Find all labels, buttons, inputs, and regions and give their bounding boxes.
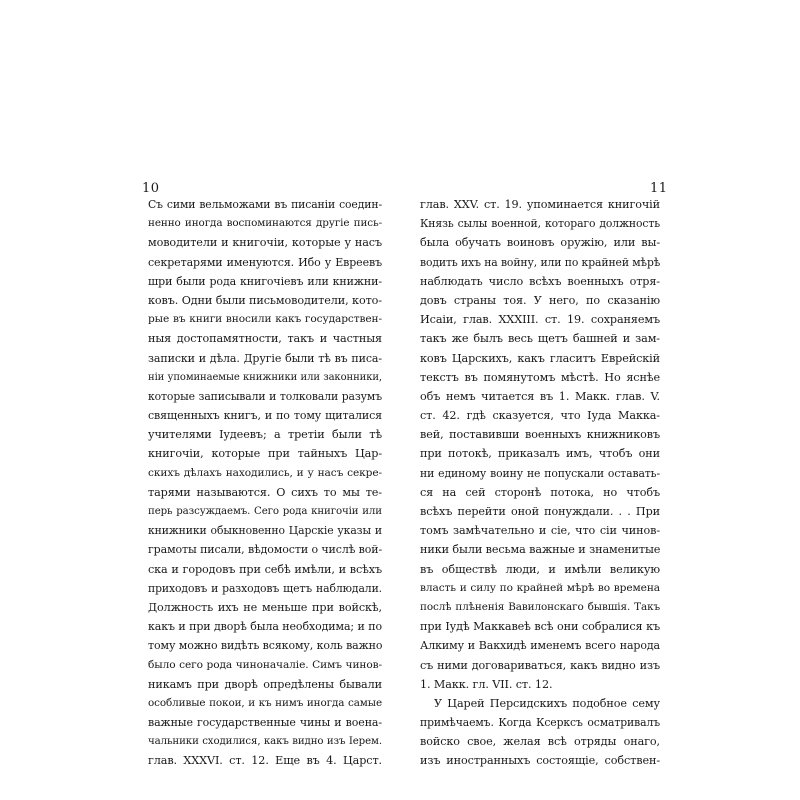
text-line: чальники сходилися, какъ видно изъ Іерем. — [148, 736, 382, 748]
text-line: приходовъ и разходовъ щетъ наблюдали. — [148, 581, 382, 595]
text-line: текстъ въ помянутомъ мѣстѣ. Но яснѣе — [420, 370, 660, 384]
right-page-text — [420, 195, 660, 771]
text-line: секретарями именуются. Ибо у Евреевъ — [148, 255, 382, 269]
text-line: 1. Макк. гл. VII. ст. 12. — [420, 677, 553, 691]
text-line: тому можно видѣть всякому, коль важно — [148, 639, 383, 653]
text-line: ники были весьма важные и знаменитые — [420, 543, 661, 557]
text-line: наблюдать число всѣхъ военныхъ отря- — [420, 274, 660, 288]
text-line: ся на сей сторонѣ потока, но чтобъ — [420, 485, 660, 499]
text-line: послѣ плѣненія Вавилонскаго бывшія. Такъ — [420, 600, 660, 613]
text-line: рые въ книги вносили какъ государствен- — [148, 313, 382, 326]
text-line: власть и силу по крайней мѣрѣ во времена — [420, 581, 660, 594]
text-line: при потокѣ, приказалъ имъ, чтобъ они — [420, 447, 660, 461]
text-line: томъ замѣчательно и сіе, что сіи чинов- — [420, 524, 660, 538]
text-line: ковъ Царскихъ, какъ гласитъ Еврейскій — [420, 351, 660, 365]
page-number-left: 10 — [142, 181, 160, 196]
text-line: вей, поставивши военныхъ книжниковъ — [420, 428, 660, 442]
left-page-text — [148, 195, 382, 771]
text-line: Алкиму и Вакхидѣ именемъ всего народа — [420, 639, 660, 653]
page-number-right: 11 — [650, 181, 668, 196]
text-line: учителями Іудеевъ; а третіи были тѣ — [148, 428, 382, 442]
text-line: ст. 42. гдѣ сказуется, что Іуда Макка- — [420, 409, 660, 423]
text-line: съ ними договариваться, какъ видно изъ — [420, 658, 660, 672]
text-line: примѣчаемъ. Когда Ксерксъ осматривалъ — [420, 716, 660, 730]
text-line: было сего рода чиноначаліе. Симъ чинов- — [148, 658, 382, 671]
text-line: особливые покои, и къ нимъ иногда самые — [148, 696, 382, 709]
text-line: книжники обыкновенно Царскіе указы и — [148, 524, 382, 538]
text-line: скихъ дѣлахъ находились, и у насъ секре- — [148, 466, 382, 479]
text-line: У Царей Персидскихъ подобное сему — [434, 696, 660, 710]
text-line: ска и городовъ при себѣ имѣли, и всѣхъ — [148, 562, 382, 576]
text-line: ковъ. Одни были письмоводители, кото- — [148, 293, 382, 307]
text-line: важные государственные чины и военa- — [148, 716, 382, 730]
text-line: записки и дѣла. Другіе были тѣ въ писа- — [148, 351, 382, 365]
text-line: довъ страны тоя. У него, по сказанію — [420, 293, 660, 307]
text-line: ни единому воину не попускали оставать- — [420, 466, 660, 480]
text-line: грамоты писали, вѣдомости о числѣ вой- — [148, 543, 383, 557]
text-line: которые записывали и толковали разумъ — [148, 389, 382, 403]
text-line: войско свое, желая всѣ отряды онаго, — [420, 735, 660, 749]
text-line: ніи упоминаемые книжники или законники, — [148, 371, 382, 383]
text-line: никамъ при дворѣ опредѣлены бывали — [148, 677, 382, 691]
text-line: при Іудѣ Маккавеѣ всѣ они собралися къ — [420, 620, 660, 634]
text-line: всѣхъ перейти оной понуждали. . . При — [420, 505, 660, 518]
text-line: Съ сими вельможами въ писаніи соедин- — [148, 198, 382, 211]
text-line: водить ихъ на войну, или по крайней мѣрѣ — [420, 255, 661, 269]
text-line: была обучать воиновъ оружію, или вы- — [420, 236, 660, 250]
text-line: тарями называются. О сихъ то мы те- — [148, 485, 382, 499]
text-line: въ обществѣ люди, и имѣли великую — [420, 562, 660, 576]
text-line: глав. XXXVI. ст. 12. Еще въ 4. Царст. — [148, 754, 382, 768]
text-line: ныя достопамятности, такъ и частныя — [148, 332, 382, 346]
text-line: моводители и книгочіи, которые у насъ — [148, 236, 382, 250]
text-line: Исаіи, глав. XXXIII. ст. 19. сохраняемъ — [420, 313, 660, 327]
text-line: Князь сылы военной, котораго должность — [420, 217, 660, 231]
text-line: священныхъ книгъ, и по тому щиталися — [148, 409, 382, 423]
text-line: глав. XXV. ст. 19. упоминается книгочій — [420, 198, 660, 211]
text-line: какъ и при дворѣ была необходима; и по — [148, 620, 382, 634]
text-line: шри были рода книгочіевъ или книжни- — [148, 274, 382, 288]
text-line: изъ иностранныхъ состоящіе, собствен- — [420, 754, 660, 768]
text-line: книгочіи, которые при тайныхъ Цар- — [148, 447, 382, 461]
text-line: такъ же былъ весь щетъ башней и зам- — [420, 332, 660, 346]
text-line: перь разсуждаемъ. Сего рода книгочіи или — [148, 506, 382, 517]
text-line: объ немъ читается въ 1. Макк. глав. V. — [420, 389, 660, 403]
text-line: Должность ихъ не меньше при войскѣ, — [148, 600, 382, 614]
text-line: ненно иногда воспоминаются другіе пись- — [148, 217, 382, 230]
